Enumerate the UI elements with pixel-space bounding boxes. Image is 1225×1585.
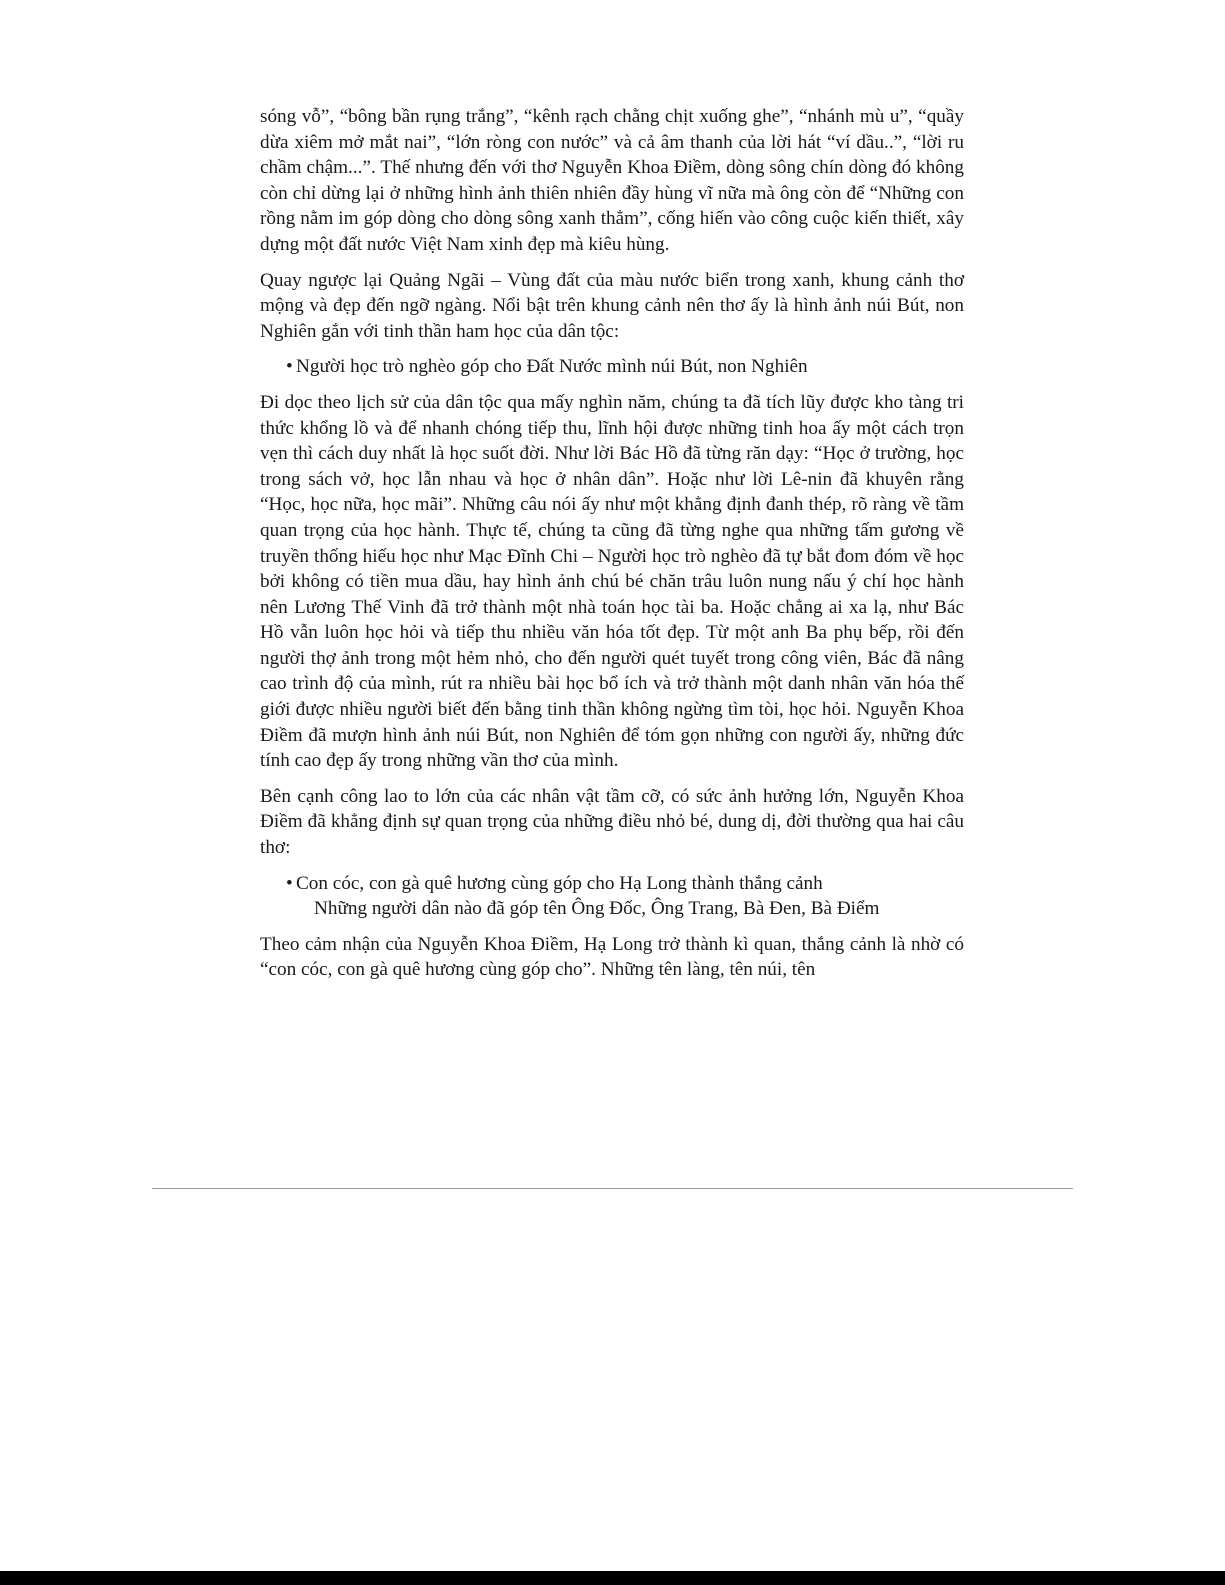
paragraph: Theo cảm nhận của Nguyễn Khoa Điềm, Hạ Long trở thành kì quan, thắng cảnh là nhờ có “con cóc, con gà quê hương cùng góp cho”. Những tên làng, tên núi, tên bbox=[260, 933, 964, 981]
verse-text: Người học trò nghèo góp cho Đất Nước mình núi Bút, non Nghiên bbox=[296, 356, 808, 378]
verse-quote bbox=[286, 354, 964, 380]
paragraph: Đi dọc theo lịch sử của dân tộc qua mấy nghìn năm, chúng ta đã tích lũy được kho tàng tri thức khổng lồ và để nhanh chóng tiếp thu, lĩnh hội được những tinh hoa ấy một cách trọn vẹn thì cách duy nhất là học suốt đời. Như lời Bác Hồ đã từng răn dạy: “Học ở trường, học trong sách vở, học lẫn nhau và học ở nhân dân”. Hoặc như lời Lê-nin đã khuyên rằng “Học, học nữa, học mãi”. Những câu nói ấy như một khẳng định đanh thép, rõ ràng về tầm quan trọng của học hành. Thực tế, chúng ta cũng đã từng nghe qua những tấm gương về truyền thống hiếu học như Mạc Đĩnh Chi – Người học trò nghèo đã tự bắt đom đóm về học bởi không có tiền mua dầu, hay hình ảnh chú bé chăn trâu luôn nung nấu ý chí học hành nên Lương Thế Vinh đã trở thành một nhà toán học tài ba. Hoặc chẳng ai xa lạ, như Bác Hồ vẫn luôn học hỏi và tiếp thu nhiều văn hóa tốt đẹp. Từ một anh Ba phụ bếp, rồi đến người thợ ảnh trong một hẻm nhỏ, cho đến người quét tuyết trong công viên, Bác đã nâng cao trình độ của mình, rút ra nhiều bài học bổ ích và trở thành một danh nhân văn hóa thế giới được nhiều người biết đến bằng tinh thần không ngừng tìm tòi, học hỏi. Nguyễn Khoa Điềm đã mượn hình ảnh núi Bút, non Nghiên để tóm gọn những con người ấy, những đức tính cao đẹp ấy trong những vần thơ của mình. bbox=[260, 391, 964, 772]
paragraph: sóng vỗ”, “bông bần rụng trắng”, “kênh rạch chằng chịt xuống ghe”, “nhánh mù u”, “quầy dừa xiêm mở mắt nai”, “lớn ròng con nước” và cả âm thanh của lời hát “ví dầu..”, “lời ru chầm chậm...”. Thế nhưng đến với thơ Nguyễn Khoa Điềm, dòng sông chín dòng đó không còn chỉ dừng lại ở những hình ảnh thiên nhiên đầy hùng vĩ nữa mà ông còn để “Những con rồng nằm im góp dòng cho dòng sông xanh thẳm”, cống hiến vào công cuộc kiến thiết, xây dựng một đất nước Việt Nam xinh đẹp mà kiêu hùng. bbox=[260, 106, 964, 255]
document-body bbox=[260, 104, 964, 993]
bullet-icon: • bbox=[286, 872, 293, 894]
verse-text: Con cóc, con gà quê hương cùng góp cho Hạ Long thành thắng cảnh bbox=[296, 872, 823, 894]
paragraph: Quay ngược lại Quảng Ngãi – Vùng đất của màu nước biển trong xanh, khung cảnh thơ mộng và đẹp đến ngỡ ngàng. Nổi bật trên khung cảnh nên thơ ấy là hình ảnh núi Bút, non Nghiên gắn với tinh thần ham học của dân tộc: bbox=[260, 269, 964, 342]
verse-quote bbox=[286, 871, 964, 922]
page-divider bbox=[152, 1188, 1073, 1189]
paragraph: Bên cạnh công lao to lớn của các nhân vật tầm cỡ, có sức ảnh hưởng lớn, Nguyễn Khoa Điềm đã khẳng định sự quan trọng của những điều nhỏ bé, dung dị, đời thường qua hai câu thơ: bbox=[260, 785, 964, 859]
verse-line: Những người dân nào đã góp tên Ông Đốc, Ông Trang, Bà Đen, Bà Điểm bbox=[314, 898, 880, 920]
bullet-icon: • bbox=[286, 356, 293, 378]
verse-line bbox=[286, 354, 964, 380]
bottom-edge-bar bbox=[0, 1571, 1225, 1585]
verse-line bbox=[286, 871, 964, 897]
